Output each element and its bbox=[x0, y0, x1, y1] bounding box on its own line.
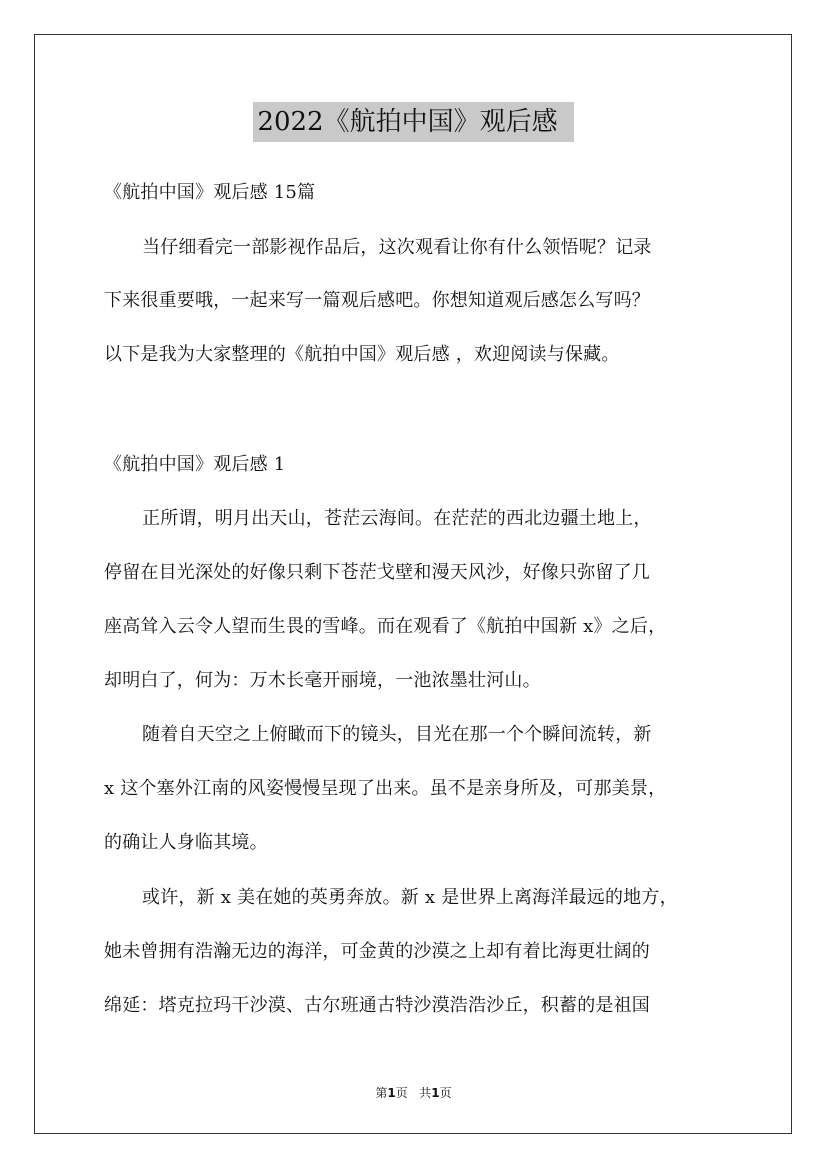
paragraph-line: 随着自天空之上俯瞰而下的镜头，目光在那一个个瞬间流转，新 bbox=[142, 724, 652, 745]
page-suffix: 页 bbox=[395, 1086, 408, 1100]
paragraph-line: 她未曾拥有浩瀚无边的海洋，可金黄的沙漠之上却有着比海更壮阔的 bbox=[104, 941, 650, 962]
total-prefix: 共 bbox=[419, 1086, 432, 1100]
paragraph-line: 停留在目光深处的好像只剩下苍茫戈壁和漫天风沙，好像只弥留了几 bbox=[104, 562, 650, 583]
section-heading: 《航拍中国》观后感 1 bbox=[104, 454, 286, 475]
total-suffix: 页 bbox=[439, 1086, 452, 1100]
intro-line: 下来很重要哦，一起来写一篇观后感吧。你想知道观后感怎么写吗？ bbox=[104, 290, 650, 311]
paragraph-line: 的确让人身临其境。 bbox=[104, 832, 268, 853]
paragraph-line: 座高耸入云令人望而生畏的雪峰。而在观看了《航拍中国新 x》之后， bbox=[104, 616, 667, 637]
document-title: 2022《航拍中国》观后感 bbox=[253, 102, 573, 142]
paragraph-line: 绵延：塔克拉玛干沙漠、古尔班通古特沙漠浩浩沙丘，积蓄的是祖国 bbox=[104, 995, 650, 1016]
subtitle: 《航拍中国》观后感 15篇 bbox=[104, 182, 316, 203]
title-container bbox=[0, 102, 827, 142]
paragraph-line: 正所谓，明月出天山，苍茫云海间。在茫茫的西北边疆土地上， bbox=[142, 508, 652, 529]
paragraph-line: x 这个塞外江南的风姿慢慢呈现了出来。虽不是亲身所及，可那美景， bbox=[104, 778, 667, 799]
intro-line: 当仔细看完一部影视作品后，这次观看让你有什么领悟呢？记录 bbox=[142, 237, 652, 258]
intro-line: 以下是我为大家整理的《航拍中国》观后感 ，欢迎阅读与保藏。 bbox=[104, 344, 620, 365]
page-prefix: 第 bbox=[375, 1086, 388, 1100]
paragraph-line: 却明白了，何为：万木长毫开丽境，一池浓墨壮河山。 bbox=[104, 670, 541, 691]
total-pages: 1 bbox=[431, 1086, 440, 1100]
page-footer bbox=[0, 1084, 827, 1101]
page-number: 1 bbox=[387, 1086, 396, 1100]
paragraph-line: 或许，新 x 美在她的英勇奔放。新 x 是世界上离海洋最远的地方， bbox=[142, 887, 678, 908]
